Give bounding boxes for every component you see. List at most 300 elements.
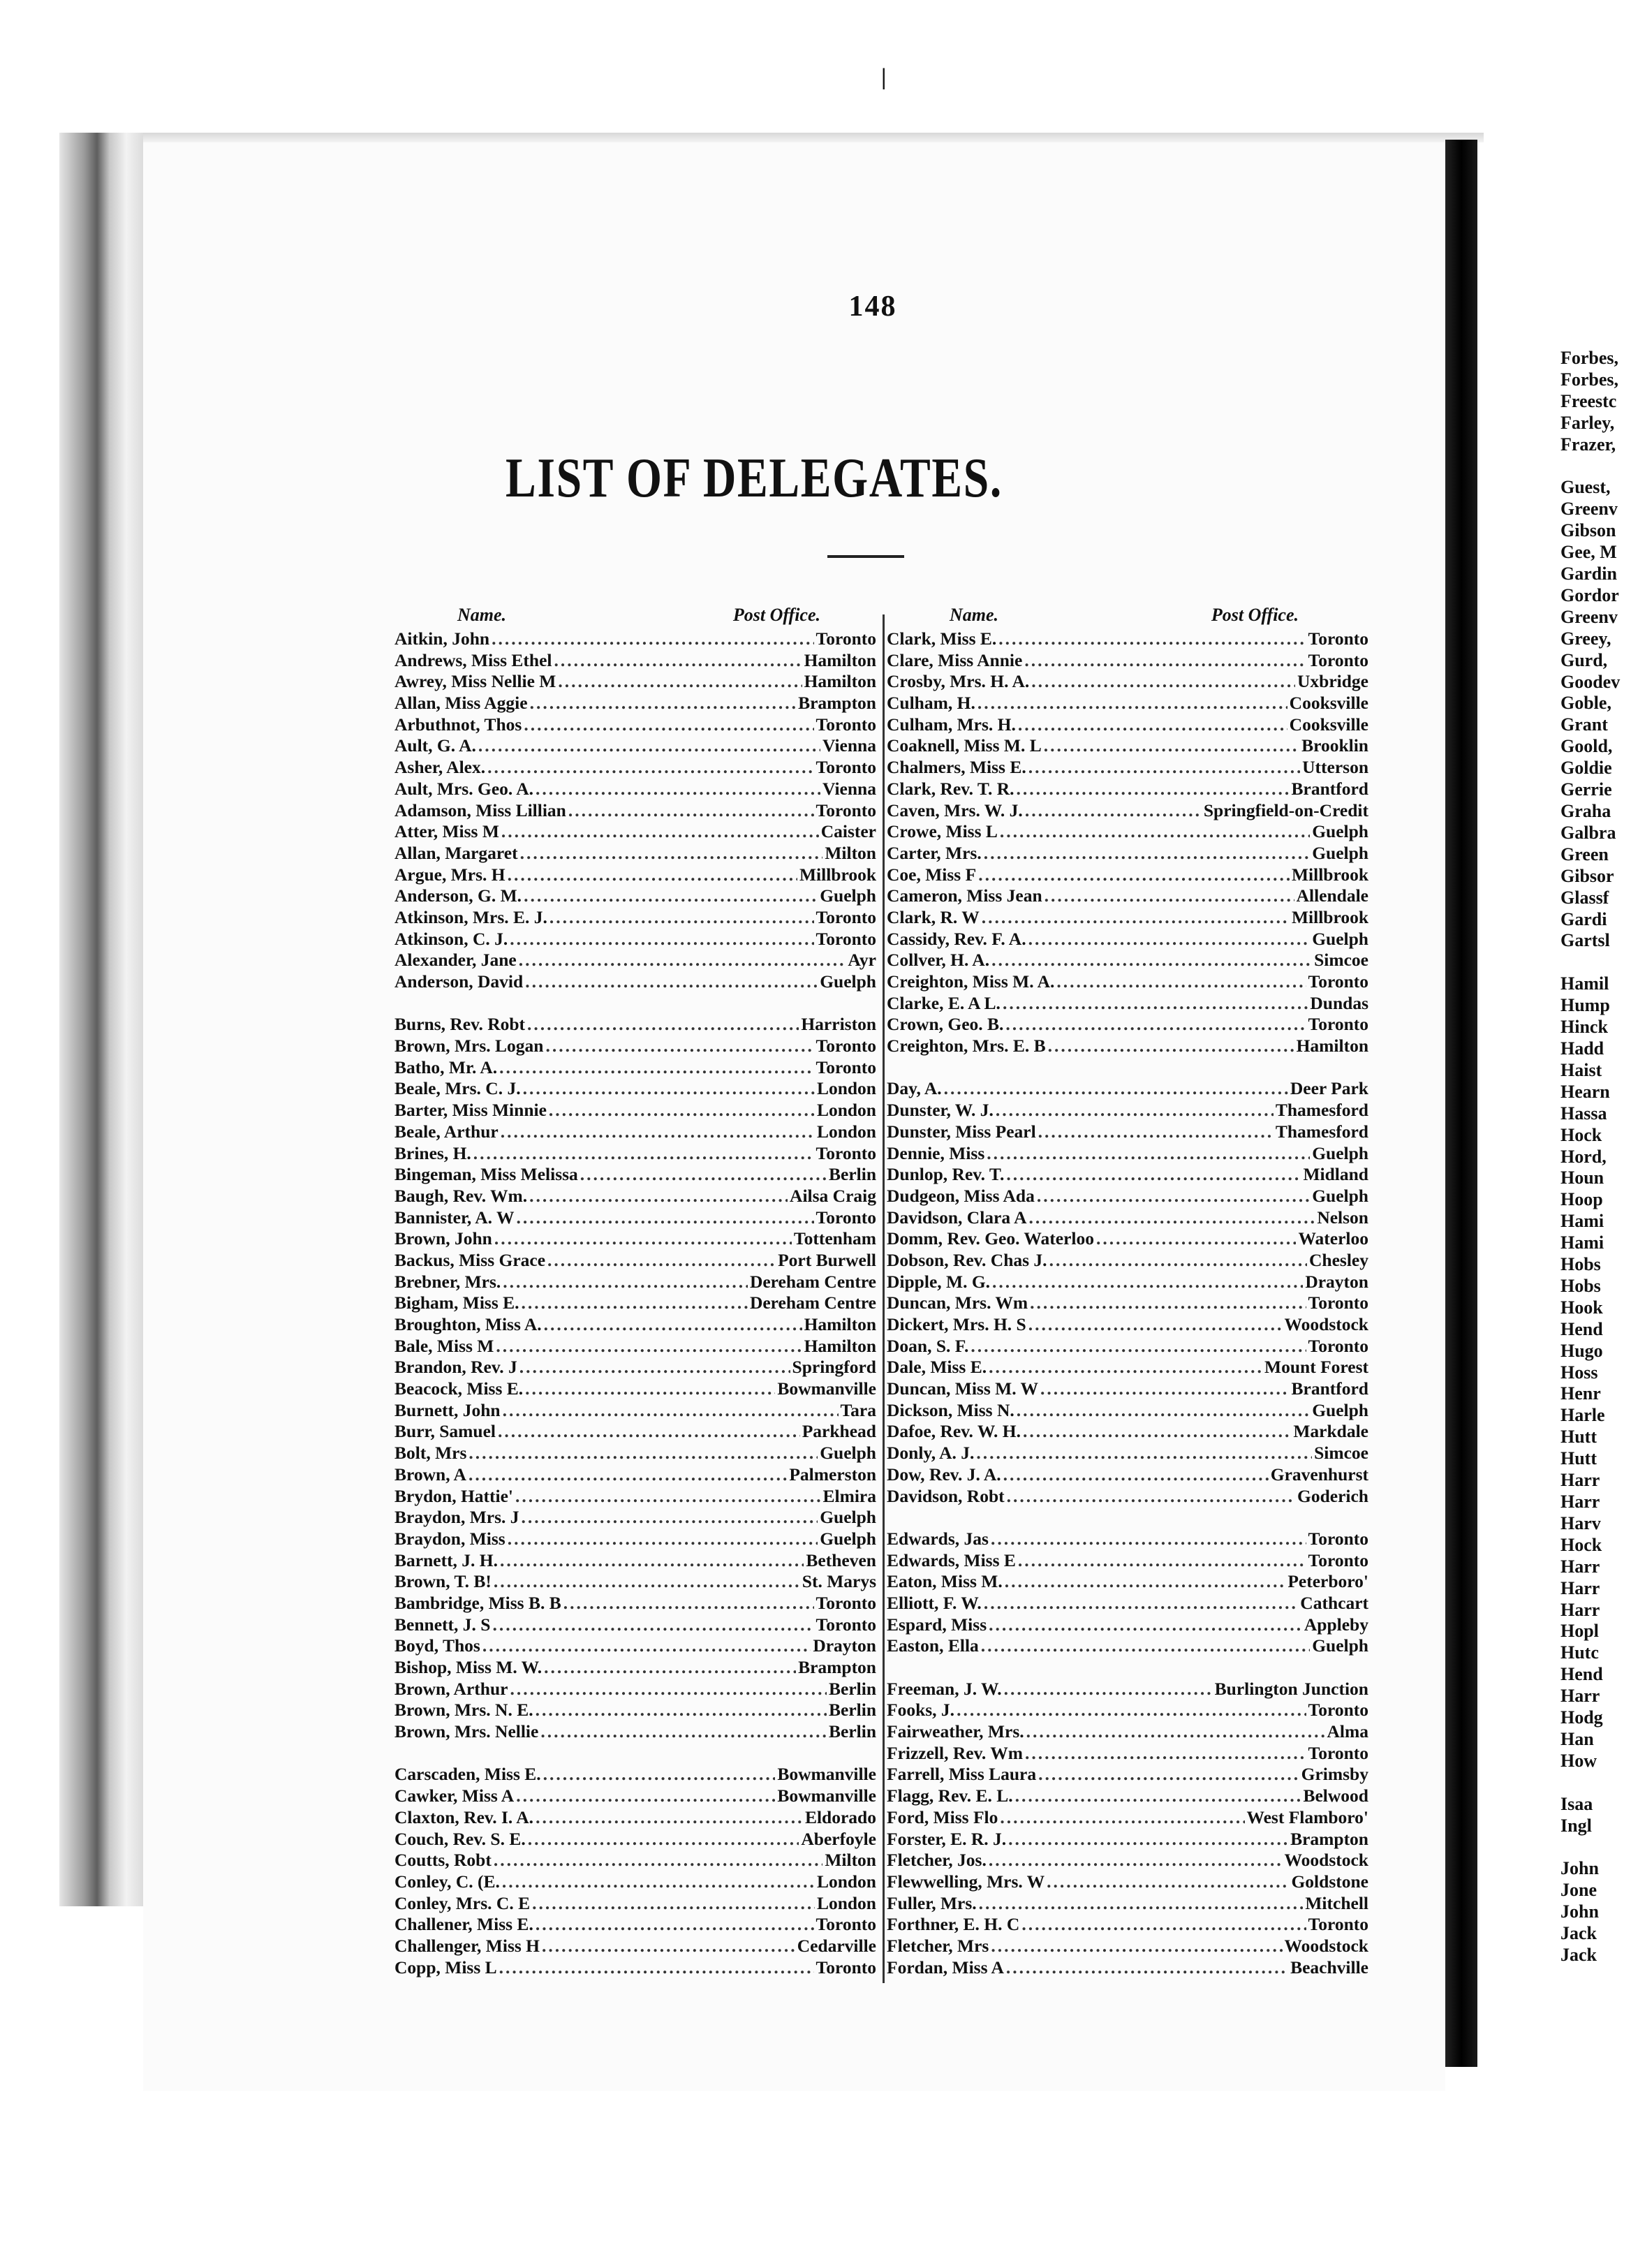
adjacent-page-text: Frazer,: [1560, 434, 1616, 455]
post-office: Parkhead: [802, 1421, 876, 1442]
post-office: Drayton: [1305, 1271, 1368, 1292]
delegate-name: Backus, Miss Grace: [394, 1249, 546, 1270]
page-title: LIST OF DELEGATES.: [505, 448, 1003, 509]
adjacent-page-text: Hutt: [1560, 1448, 1597, 1469]
dot-leader: [510, 929, 813, 950]
delegate-name: Dunster, Miss Pearl: [887, 1121, 1036, 1142]
delegate-name: Brown, Mrs. Nellie: [394, 1721, 539, 1742]
post-office: Brampton: [798, 1657, 876, 1677]
dot-leader: [542, 1936, 795, 1957]
post-office: Toronto: [816, 757, 876, 778]
delegate-entry: [394, 1400, 876, 1422]
delegate-entry: [394, 735, 876, 757]
header-post-office: Post Office.: [1211, 605, 1299, 625]
column-divider: [883, 614, 885, 1983]
dot-leader: [1038, 1121, 1274, 1143]
delegate-name: Creighton, Miss M. A.: [887, 971, 1055, 992]
delegate-name: Batho, Mr. A.: [394, 1056, 498, 1077]
post-office: Toronto: [816, 628, 876, 649]
delegate-name: Fletcher, Jos.: [887, 1850, 987, 1871]
delegate-name: Braydon, Mrs. J: [394, 1507, 519, 1528]
adjacent-page-text: Gibson: [1560, 520, 1616, 541]
delegate-name: Fuller, Mrs.: [887, 1892, 977, 1913]
post-office: Guelph: [1312, 1142, 1368, 1163]
adjacent-page-text: Gee, M: [1560, 542, 1617, 563]
adjacent-page-text: Harr: [1560, 1556, 1600, 1577]
adjacent-page-text: Gartsl: [1560, 930, 1610, 951]
delegate-name: Atkinson, Mrs. E. J.: [394, 906, 547, 927]
delegate-name: Carter, Mrs.: [887, 842, 982, 863]
delegate-name: Asher, Alex.: [394, 757, 486, 778]
post-office: Mitchell: [1305, 1892, 1368, 1913]
dot-leader: [989, 1357, 1262, 1378]
post-office: Toronto: [816, 800, 876, 820]
dot-leader: [528, 1829, 799, 1850]
post-office: Toronto: [1308, 628, 1368, 649]
delegate-entry: [887, 1571, 1368, 1593]
delegate-entry: [887, 628, 1368, 650]
delegate-name: Creighton, Mrs. E. B: [887, 1036, 1046, 1056]
delegate-entry: [394, 1571, 876, 1593]
dot-leader: [1003, 993, 1308, 1015]
post-office: Eldorado: [804, 1806, 876, 1827]
delegate-name: Coaknell, Miss M. L: [887, 735, 1042, 756]
dot-leader: [540, 1721, 827, 1743]
delegate-entry: [394, 1443, 876, 1464]
delegate-entry: [394, 693, 876, 714]
delegate-name: Awrey, Miss Nellie M: [394, 671, 556, 692]
delegate-entry: [394, 1936, 876, 1957]
delegate-entry: [394, 1679, 876, 1700]
delegate-entry: [887, 821, 1368, 843]
delegate-entry: [887, 1614, 1368, 1636]
post-office: Guelph: [820, 885, 876, 906]
dot-leader: [984, 843, 1310, 864]
dot-leader: [554, 650, 802, 672]
delegate-name: Cawker, Miss A: [394, 1785, 515, 1806]
post-office: Toronto: [816, 1957, 876, 1978]
dot-leader: [1004, 1679, 1213, 1700]
dot-leader: [1029, 1207, 1315, 1229]
dot-leader: [494, 1850, 822, 1871]
page-top-edge: [143, 133, 1484, 142]
post-office: Nelson: [1317, 1207, 1368, 1228]
delegate-name: Alexander, Jane: [394, 950, 517, 971]
post-office: Guelph: [1312, 821, 1368, 842]
adjacent-page-text: Gibsor: [1560, 865, 1614, 886]
post-office: Cedarville: [797, 1935, 876, 1956]
delegate-entry: [887, 1121, 1368, 1143]
delegate-name: Davidson, Clara A: [887, 1207, 1027, 1228]
dot-leader: [482, 1635, 811, 1657]
delegates-column-left: [394, 605, 876, 2000]
dot-leader: [568, 800, 814, 822]
delegate-name: Burnett, John: [394, 1399, 501, 1420]
delegate-name: Allan, Margaret: [394, 842, 518, 863]
delegate-name: Clarke, E. A L.: [887, 992, 1001, 1013]
adjacent-page-text: Forbes,: [1560, 348, 1619, 368]
dot-leader: [522, 1293, 748, 1314]
dot-leader: [1024, 650, 1306, 672]
delegate-name: Braydon, Miss: [394, 1528, 505, 1549]
dot-leader: [1025, 1743, 1306, 1765]
delegate-name: Carscaden, Miss E.: [394, 1764, 541, 1785]
dot-leader: [510, 1679, 827, 1700]
dot-leader: [563, 1593, 814, 1614]
post-office: Appleby: [1304, 1614, 1368, 1635]
adjacent-page-text: Hoss: [1560, 1362, 1598, 1383]
dot-leader: [580, 1164, 827, 1186]
dot-leader: [991, 1529, 1306, 1550]
dot-leader: [989, 1850, 1283, 1871]
adjacent-page-text: Forbes,: [1560, 369, 1619, 390]
delegate-entry: [887, 1421, 1368, 1443]
delegate-entry: [887, 1464, 1368, 1486]
post-office: Brantford: [1291, 1378, 1368, 1399]
delegate-name: Domm, Rev. Geo. Waterloo: [887, 1228, 1094, 1249]
dot-leader: [982, 907, 1290, 929]
delegate-entry: [887, 950, 1368, 971]
dot-leader: [478, 735, 820, 757]
delegate-group: [394, 1014, 876, 1742]
delegate-name: Barnett, J. H.: [394, 1549, 499, 1570]
adjacent-page-text: Goold,: [1560, 736, 1613, 757]
delegate-name: Beacock, Miss E.: [394, 1378, 524, 1399]
dot-leader: [499, 1057, 813, 1079]
post-office: Toronto: [1308, 1528, 1368, 1549]
dot-leader: [977, 693, 1287, 714]
adjacent-page-text: Gerrie: [1560, 779, 1612, 800]
adjacent-page-text: Hopl: [1560, 1621, 1599, 1642]
dot-leader: [1044, 735, 1299, 757]
adjacent-page-text: Harr: [1560, 1686, 1600, 1707]
adjacent-page-text: Ingl: [1560, 1815, 1592, 1836]
delegate-entry: [887, 1314, 1368, 1336]
delegate-name: Easton, Ella: [887, 1635, 979, 1656]
dot-leader: [503, 1272, 748, 1293]
delegate-name: Dow, Rev. J. A.: [887, 1464, 1001, 1485]
post-office: Millbrook: [1291, 906, 1368, 927]
dot-leader: [502, 1871, 815, 1893]
delegate-entry: [394, 929, 876, 950]
adjacent-page-text: Greenv: [1560, 606, 1618, 627]
dot-leader: [473, 1143, 814, 1165]
post-office: Berlin: [829, 1164, 876, 1185]
post-office: Grimsby: [1301, 1764, 1368, 1785]
delegate-name: Clare, Miss Annie: [887, 649, 1023, 670]
post-office: Midland: [1303, 1164, 1368, 1185]
dot-leader: [522, 1507, 818, 1529]
post-office: Goderich: [1297, 1485, 1368, 1506]
post-office: Caister: [820, 821, 876, 842]
dot-leader: [516, 1785, 775, 1807]
delegate-name: Anderson, David: [394, 971, 524, 992]
dot-leader: [498, 1421, 800, 1443]
delegate-name: Burr, Samuel: [394, 1421, 496, 1442]
delegate-entry: [887, 1378, 1368, 1400]
delegate-entry: [887, 1850, 1368, 1871]
delegate-entry: [394, 864, 876, 886]
adjacent-page-text: Hadd: [1560, 1038, 1604, 1059]
adjacent-page-text: Hutc: [1560, 1642, 1599, 1663]
adjacent-page-text: Hodg: [1560, 1707, 1603, 1728]
delegate-name: Dipple, M. G.: [887, 1271, 991, 1292]
post-office: Springfield-on-Credit: [1203, 800, 1368, 820]
delegate-name: Cassidy, Rev. F. A.: [887, 928, 1026, 949]
delegate-group: [887, 1078, 1368, 1507]
delegate-entry: [887, 800, 1368, 822]
delegate-entry: [887, 1336, 1368, 1357]
dot-leader: [532, 1893, 815, 1915]
delegate-entry: [394, 1250, 876, 1272]
dot-leader: [944, 1078, 1288, 1100]
dot-leader: [508, 1529, 818, 1550]
post-office: Woodstock: [1284, 1935, 1368, 1956]
delegate-group: [887, 1679, 1368, 1979]
delegate-entry: [394, 1550, 876, 1572]
dot-leader: [1045, 885, 1294, 907]
delegate-entry: [887, 1829, 1368, 1850]
delegate-entry: [887, 1700, 1368, 1721]
post-office: Chesley: [1309, 1249, 1368, 1270]
post-office: Goldstone: [1291, 1871, 1368, 1892]
post-office: Allendale: [1296, 885, 1368, 906]
delegate-entry: [394, 1850, 876, 1871]
adjacent-page-text: Hamil: [1560, 973, 1609, 994]
dot-leader: [991, 950, 1312, 971]
dot-leader: [503, 1400, 839, 1422]
dot-leader: [1028, 929, 1311, 950]
adjacent-page-text: Hugo: [1560, 1340, 1603, 1361]
post-office: Burlington Junction: [1214, 1678, 1368, 1699]
post-office: Tottenham: [793, 1228, 876, 1249]
delegate-entry: [887, 1679, 1368, 1700]
delegate-entry: [394, 971, 876, 993]
delegate-name: Farrell, Miss Laura: [887, 1764, 1037, 1785]
dot-leader: [978, 864, 1290, 886]
post-office: Aberfoyle: [801, 1828, 876, 1849]
delegate-entry: [887, 671, 1368, 693]
delegate-entry: [394, 1807, 876, 1829]
delegate-name: Brines, H.: [394, 1142, 471, 1163]
delegate-name: Bale, Miss M: [394, 1335, 494, 1356]
delegate-entry: [394, 1871, 876, 1893]
delegate-group: [887, 628, 1368, 1057]
delegate-name: Coutts, Robt: [394, 1850, 492, 1871]
delegate-name: Bigham, Miss E.: [394, 1293, 519, 1313]
post-office: St. Marys: [802, 1571, 876, 1592]
dot-leader: [525, 971, 818, 993]
delegate-entry: [887, 843, 1368, 864]
delegate-entry: [887, 1593, 1368, 1614]
post-office: Hamilton: [1296, 1036, 1368, 1056]
delegate-name: Ault, G. A.: [394, 735, 476, 756]
dot-leader: [1030, 1293, 1306, 1314]
delegate-entry: [394, 1785, 876, 1807]
adjacent-page-text: Freestc: [1560, 390, 1617, 411]
delegate-name: Boyd, Thos: [394, 1635, 480, 1656]
adjacent-page-text: Jack: [1560, 1945, 1597, 1965]
dot-leader: [492, 1614, 813, 1636]
dot-leader: [536, 1807, 803, 1829]
post-office: London: [816, 1078, 876, 1099]
post-office: Milton: [825, 1850, 876, 1871]
dot-leader: [492, 628, 813, 650]
post-office: Toronto: [1308, 649, 1368, 670]
delegate-name: Baugh, Rev. Wm.: [394, 1185, 528, 1206]
post-office: Cooksville: [1289, 714, 1368, 735]
post-office: Alma: [1327, 1721, 1368, 1742]
adjacent-page-text: Harr: [1560, 1492, 1600, 1512]
delegate-name: Bolt, Mrs: [394, 1443, 467, 1464]
adjacent-page-text: Hassa: [1560, 1103, 1607, 1124]
delegate-entry: [394, 1014, 876, 1036]
delegate-entry: [887, 1936, 1368, 1957]
post-office: Hamilton: [804, 1314, 876, 1334]
dot-leader: [1017, 1400, 1310, 1422]
adjacent-page-text: Han: [1560, 1728, 1594, 1749]
post-office: Simcoe: [1314, 950, 1368, 971]
delegate-entry: [394, 1078, 876, 1100]
delegate-name: Arbuthnot, Thos: [394, 714, 522, 735]
dot-leader: [501, 1121, 815, 1143]
dot-leader: [536, 779, 820, 800]
adjacent-page-text: Hock: [1560, 1534, 1602, 1555]
delegate-name: Bennett, J. S: [394, 1614, 491, 1635]
post-office: Toronto: [816, 1914, 876, 1935]
delegate-name: Beale, Arthur: [394, 1121, 499, 1142]
delegate-name: Dafoe, Rev. W. H.: [887, 1421, 1021, 1442]
dot-leader: [515, 1486, 821, 1508]
delegate-entry: [394, 1914, 876, 1936]
delegate-entry: [887, 1957, 1368, 1979]
dot-leader: [1040, 1378, 1289, 1400]
delegate-name: Crosby, Mrs. H. A.: [887, 671, 1030, 692]
adjacent-page-text: Goodev: [1560, 671, 1621, 692]
delegate-entry: [394, 800, 876, 822]
post-office: Milton: [825, 842, 876, 863]
title-rule: [827, 555, 904, 558]
post-office: Toronto: [1308, 1742, 1368, 1763]
post-office: Deer Park: [1290, 1078, 1368, 1099]
delegate-entry: [887, 1893, 1368, 1915]
dot-leader: [1006, 1957, 1288, 1979]
delegate-entry: [887, 1014, 1368, 1036]
delegate-name: Conley, C. (E.: [394, 1871, 500, 1892]
post-office: Toronto: [1308, 1335, 1368, 1356]
dot-leader: [544, 1657, 796, 1679]
dot-leader: [1038, 1764, 1299, 1785]
delegate-entry: [887, 757, 1368, 779]
post-office: London: [816, 1100, 876, 1121]
dot-leader: [992, 1272, 1303, 1293]
adjacent-page-text: [1560, 456, 1631, 478]
delegate-entry: [394, 1121, 876, 1143]
adjacent-page-text: Harle: [1560, 1405, 1605, 1426]
delegate-name: Brown, A: [394, 1464, 466, 1485]
delegate-name: Doan, S. F.: [887, 1335, 969, 1356]
delegate-name: Atkinson, C. J.: [394, 928, 508, 949]
adjacent-page-text: Houn: [1560, 1168, 1604, 1188]
delegate-entry: [394, 1036, 876, 1057]
dot-leader: [529, 1186, 788, 1207]
delegate-entry: [887, 1443, 1368, 1464]
post-office: Hamilton: [804, 649, 876, 670]
dot-leader: [1017, 779, 1290, 800]
delegate-name: Dunster, W. J.: [887, 1100, 994, 1121]
dot-leader: [1005, 1014, 1306, 1036]
delegate-name: Anderson, G. M.: [394, 885, 522, 906]
post-office: Guelph: [820, 1507, 876, 1528]
delegate-name: Culham, H.: [887, 693, 975, 714]
delegate-entry: [887, 1078, 1368, 1100]
header-name: Name.: [457, 605, 507, 625]
delegate-entry: [394, 1721, 876, 1743]
delegate-name: Flagg, Rev. E. L.: [887, 1785, 1013, 1806]
post-office: Tara: [840, 1399, 876, 1420]
delegate-name: Coe, Miss F: [887, 864, 977, 885]
post-office: Palmerston: [789, 1464, 876, 1485]
dot-leader: [545, 1036, 813, 1057]
delegate-entry: [394, 714, 876, 736]
dot-leader: [523, 1078, 815, 1100]
post-office: Toronto: [816, 1036, 876, 1056]
adjacent-page-text: Gurd,: [1560, 649, 1608, 670]
delegate-entry: [887, 1529, 1368, 1550]
page-number: 148: [848, 290, 897, 323]
adjacent-page-text: Harv: [1560, 1512, 1601, 1533]
delegate-entry: [394, 1957, 876, 1979]
delegate-name: Fordan, Miss A: [887, 1957, 1004, 1978]
adjacent-page-text: Hoop: [1560, 1189, 1603, 1210]
adjacent-page-text: Hock: [1560, 1124, 1602, 1145]
adjacent-page-text: Grant: [1560, 714, 1608, 735]
post-office: Belwood: [1303, 1785, 1368, 1806]
delegate-name: Elliott, F. W.: [887, 1592, 982, 1613]
post-office: Guelph: [820, 971, 876, 992]
post-office: Toronto: [1308, 1293, 1368, 1313]
delegate-name: Adamson, Miss Lillian: [394, 800, 566, 820]
delegate-name: Ford, Miss Flo: [887, 1806, 998, 1827]
delegate-name: Caven, Mrs. W. J.: [887, 800, 1023, 820]
adjacent-page-text: Guest,: [1560, 477, 1611, 498]
delegate-name: Brown, Mrs. N. E.: [394, 1700, 533, 1721]
delegate-name: Dale, Miss E.: [887, 1357, 987, 1378]
delegate-name: Forster, E. R. J.: [887, 1828, 1007, 1849]
dot-leader: [530, 693, 797, 714]
delegate-name: Day, A.: [887, 1078, 942, 1099]
delegate-entry: [394, 843, 876, 864]
dot-leader: [494, 1571, 800, 1593]
adjacent-page-text: Harr: [1560, 1599, 1600, 1620]
dot-leader: [524, 885, 818, 907]
delegate-entry: [394, 1614, 876, 1636]
dot-leader: [1049, 1250, 1307, 1272]
post-office: Toronto: [816, 1142, 876, 1163]
delegate-name: Frizzell, Rev. Wm: [887, 1742, 1023, 1763]
post-office: Cooksville: [1289, 693, 1368, 714]
delegate-entry: [394, 650, 876, 672]
delegate-entry: [394, 1657, 876, 1679]
dot-leader: [544, 1314, 802, 1336]
post-office: Vienna: [822, 735, 876, 756]
post-office: Toronto: [1308, 1914, 1368, 1935]
adjacent-page-text: [1560, 1836, 1631, 1858]
post-office: London: [816, 1121, 876, 1142]
post-office: Waterloo: [1298, 1228, 1368, 1249]
delegate-name: Brydon, Hattie': [394, 1485, 513, 1506]
delegate-entry: [394, 1464, 876, 1486]
